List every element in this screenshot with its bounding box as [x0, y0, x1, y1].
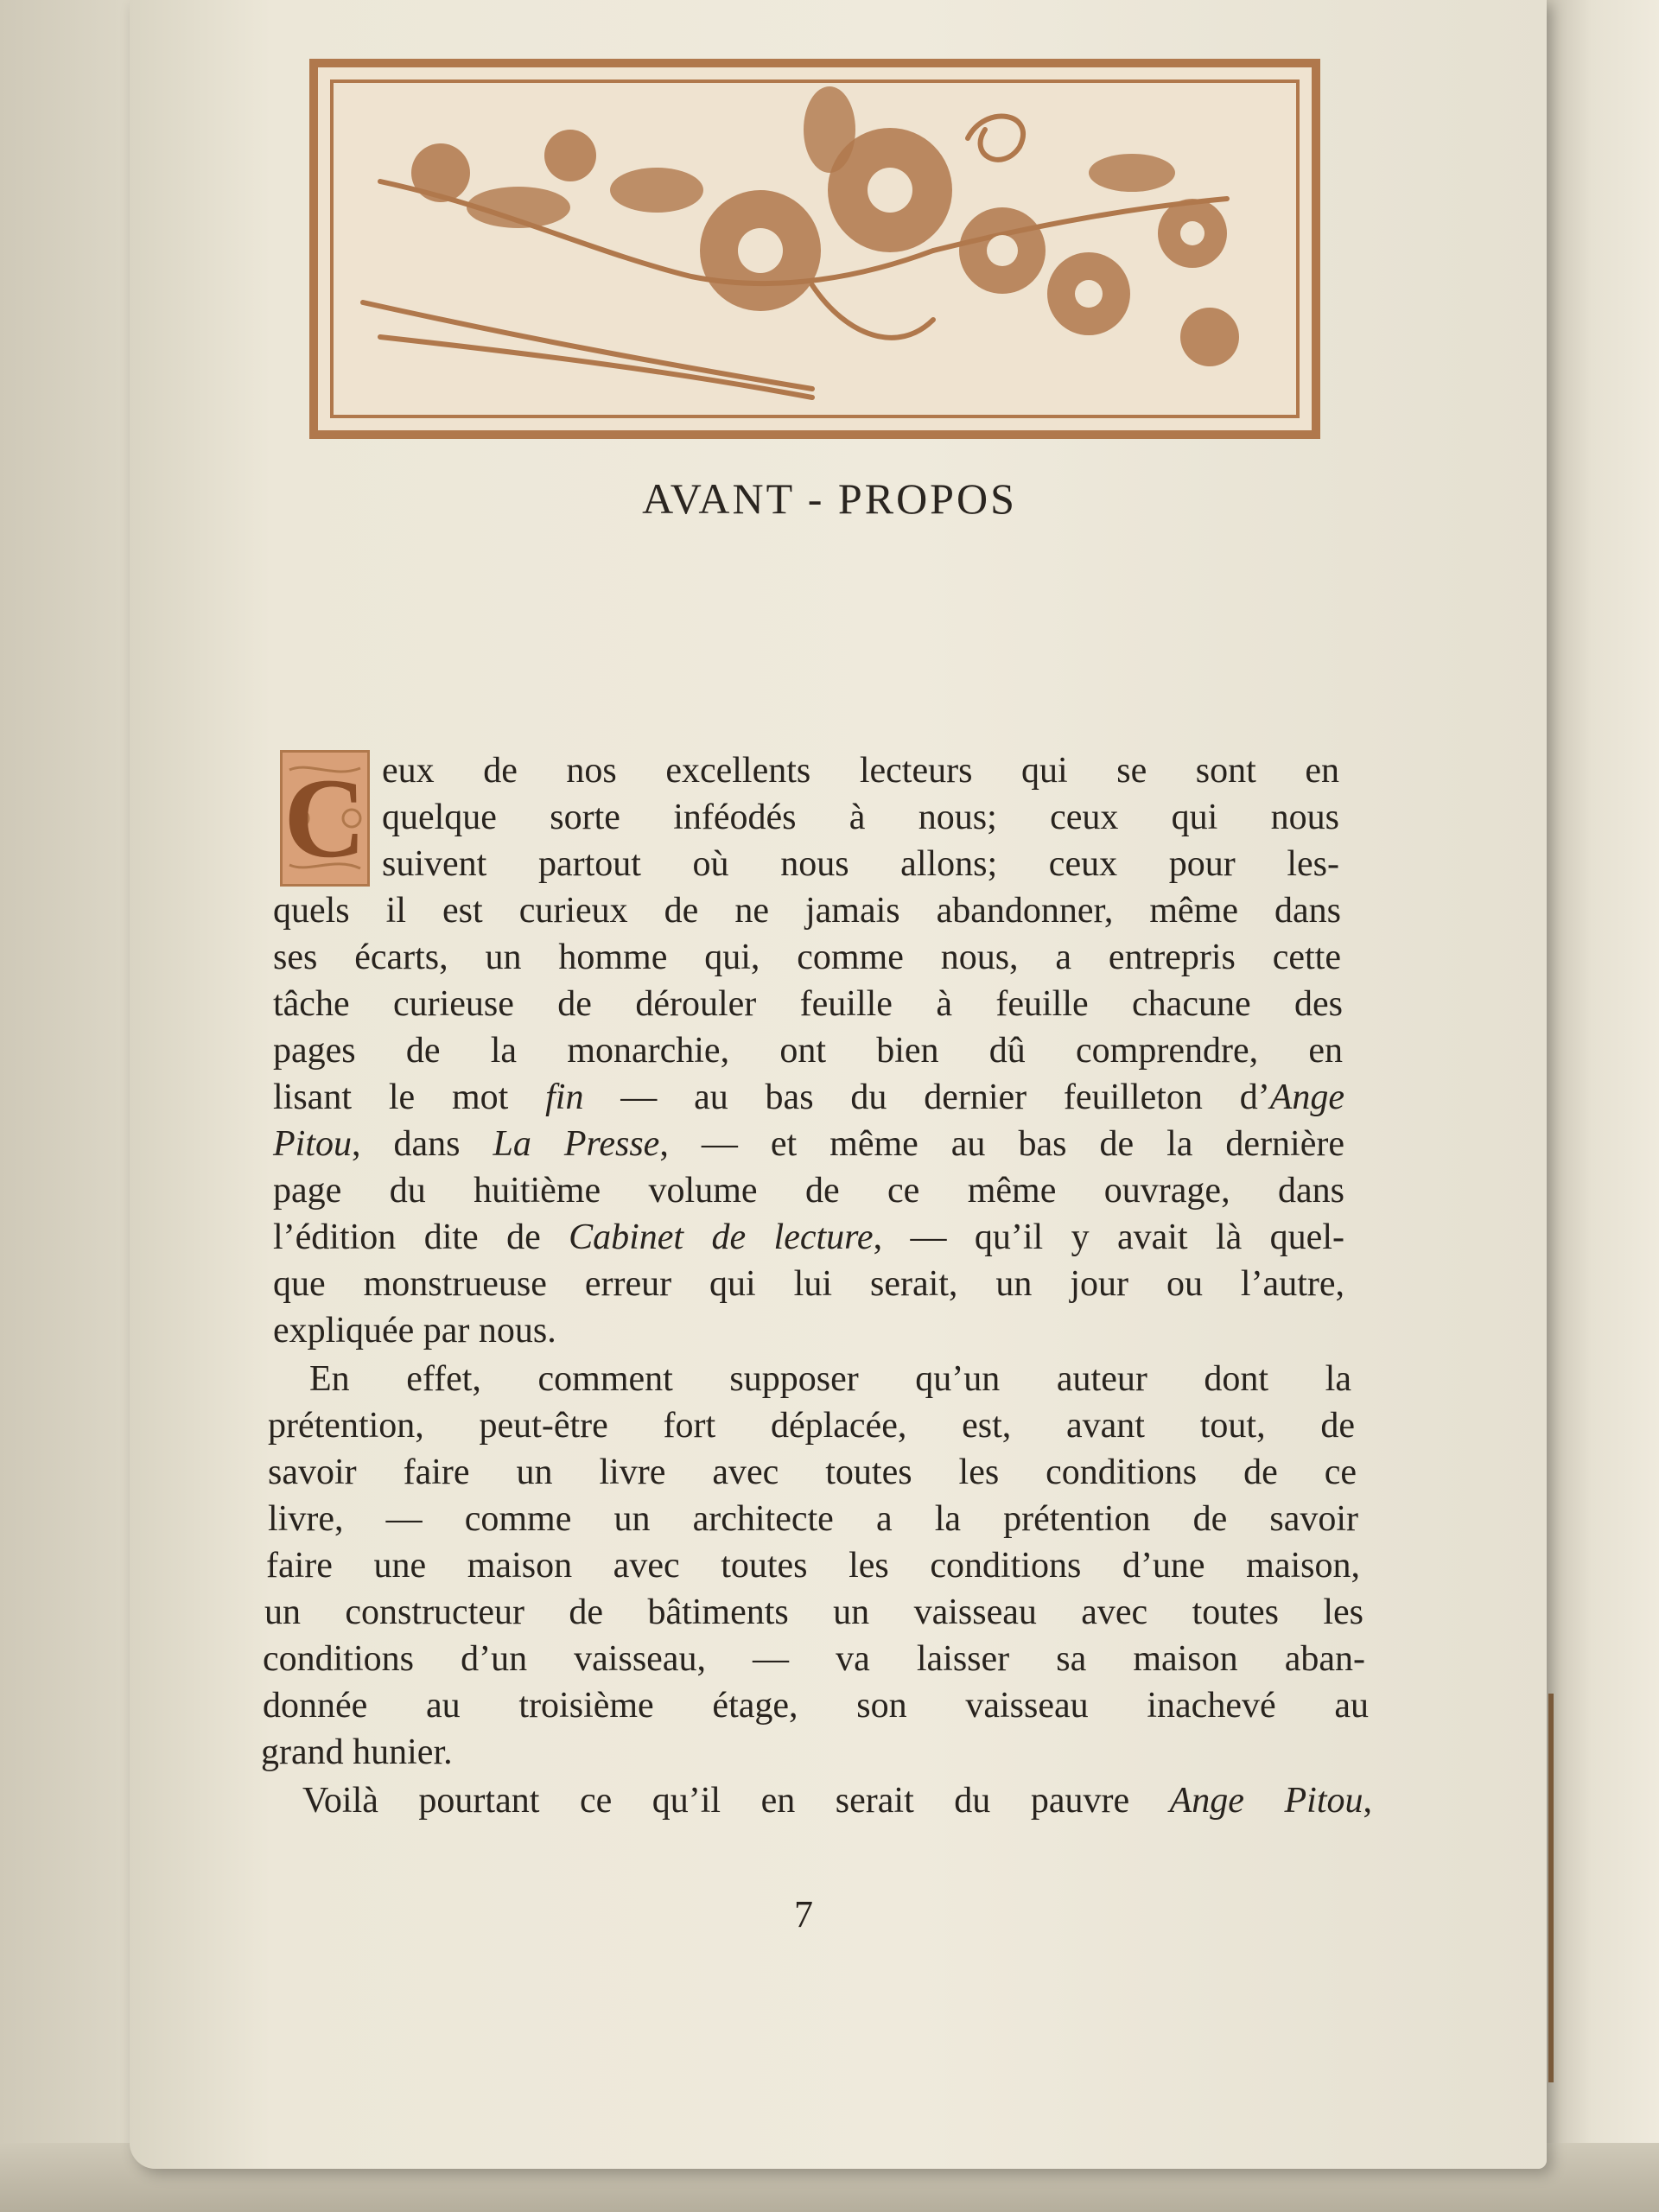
body-line: savoir faire un livre avec toutes les conditions de ce [268, 1452, 1357, 1492]
page-stack-edge [1547, 0, 1659, 2212]
body-line: que monstrueuse erreur qui lui serait, un jour ou l’autre, [273, 1264, 1344, 1304]
chapter-title: AVANT - PROPOS [642, 474, 1017, 523]
body-line: prétention, peut-être fort déplacée, est, avant tout, de [268, 1406, 1355, 1446]
body-line: tâche curieuse de dérouler feuille à feuille chacune des [273, 984, 1343, 1024]
body-line: pages de la monarchie, ont bien dû comprendre, en [273, 1031, 1343, 1071]
body-line: suivent partout où nous allons; ceux pour les- [382, 844, 1339, 884]
body-line: un constructeur de bâtiments un vaisseau avec toutes les [264, 1592, 1363, 1632]
body-line: grand hunier. [261, 1732, 453, 1772]
page-edge-marker [1548, 1694, 1554, 2082]
body-line: faire une maison avec toutes les conditions d’une maison, [266, 1546, 1360, 1586]
italic-title: Cabinet de lecture [569, 1217, 874, 1257]
body-line: quels il est curieux de ne jamais abandonner, même dans [273, 891, 1341, 931]
floral-headpiece [309, 59, 1320, 439]
italic-word: fin [545, 1077, 584, 1117]
italic-title: Pitou [273, 1124, 352, 1164]
body-line: eux de nos excellents lecteurs qui se sont en [382, 751, 1339, 791]
body-line: Voilà pourtant ce qu’il en serait du pauvre Ange Pitou, [302, 1781, 1372, 1821]
italic-title: Ange Pitou [1169, 1781, 1363, 1821]
body-line: livre, — comme un architecte a la prétention de savoir [268, 1499, 1358, 1539]
italic-title: Ange [1269, 1077, 1344, 1117]
body-line: l’édition dite de Cabinet de lecture, — qu’il y avait là quel- [273, 1217, 1344, 1257]
body-line: En effet, comment supposer qu’un auteur dont la [309, 1359, 1351, 1399]
body-line: donnée au troisième étage, son vaisseau inachevé au [263, 1686, 1369, 1726]
body-line: Pitou, dans La Presse, — et même au bas de la dernière [273, 1124, 1344, 1164]
floral-ornament-icon [328, 78, 1301, 420]
body-line: ses écarts, un homme qui, comme nous, a entrepris cette [273, 938, 1341, 977]
drop-cap-letter: C [283, 754, 366, 881]
body-line: page du huitième volume de ce même ouvrage, dans [273, 1171, 1344, 1211]
body-line: quelque sorte inféodés à nous; ceux qui nous [382, 798, 1339, 837]
drop-cap [280, 750, 370, 887]
body-line: lisant le mot fin — au bas du dernier feuilleton d’Ange [273, 1077, 1344, 1117]
italic-title: La Presse [493, 1124, 660, 1164]
body-line: conditions d’un vaisseau, — va laisser sa maison aban- [263, 1639, 1365, 1679]
body-line: expliquée par nous. [273, 1311, 556, 1351]
page-number: 7 [794, 1893, 813, 1936]
